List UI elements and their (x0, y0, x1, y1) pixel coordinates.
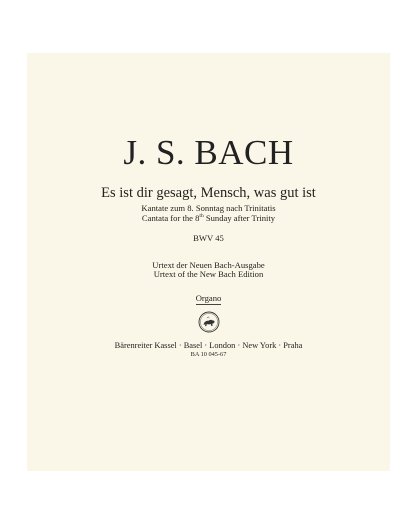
urtext-english: Urtext of the New Bach Edition (153, 269, 264, 279)
score-cover (27, 53, 390, 471)
subtitle-english-prefix: Cantata for the 8 (141, 213, 200, 223)
part-name (27, 293, 390, 303)
baerenreiter-bear-logo-icon (198, 311, 220, 333)
subtitle-english (27, 213, 390, 223)
ordinal-suffix: th (199, 213, 204, 220)
edition-number: BA 10 045-67 (190, 351, 227, 358)
subtitle-german: Kantate zum 8. Sonntag nach Trinitatis (141, 203, 276, 213)
work-title: Es ist dir gesagt, Mensch, was gut ist (101, 185, 316, 201)
publisher-line: Bärenreiter Kassel · Basel · London · New York · Praha (114, 341, 303, 350)
part-label: Organo (195, 293, 222, 303)
urtext-german: Urtext der Neuen Bach-Ausgabe (152, 260, 265, 270)
subtitle-english-suffix: Sunday after Trinity (203, 213, 276, 223)
composer-name: J. S. BACH (123, 133, 294, 172)
catalog-number: BWV 45 (193, 233, 224, 243)
